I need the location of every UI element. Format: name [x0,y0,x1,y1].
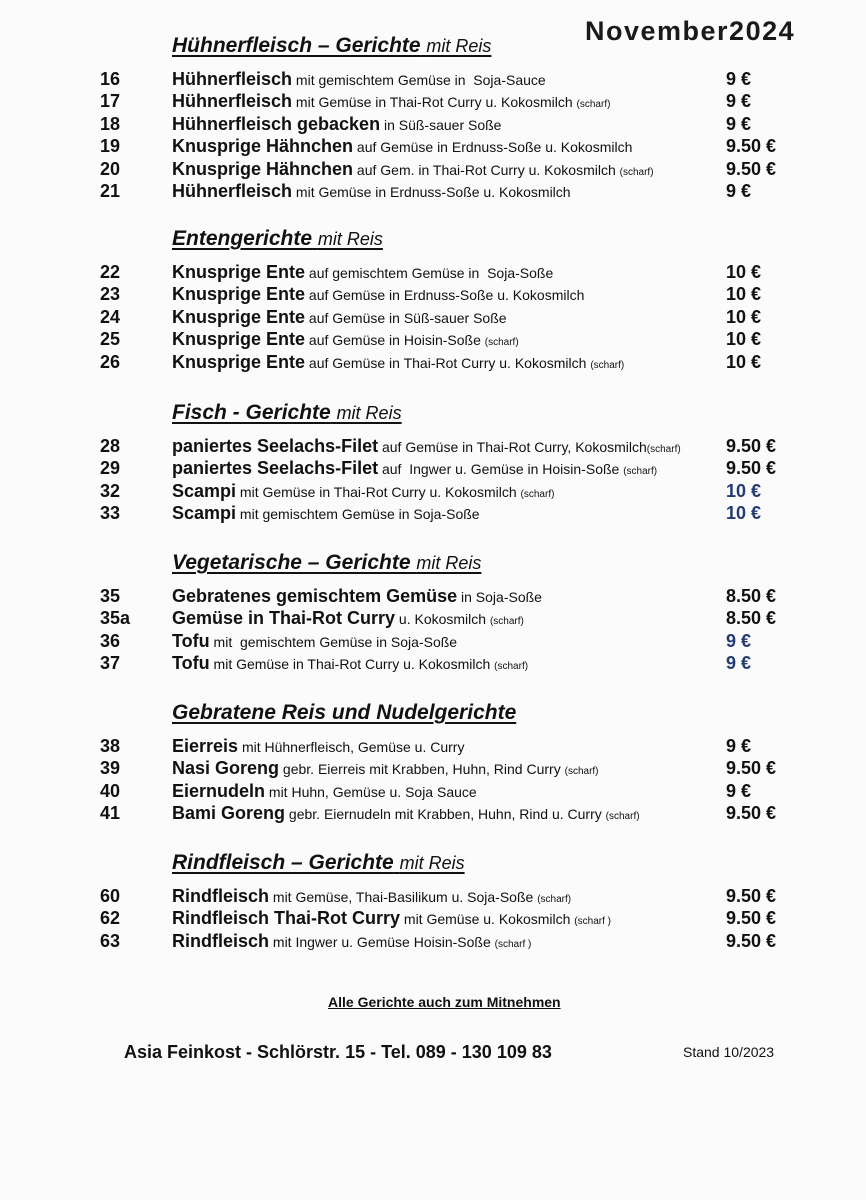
item-name-text: Rindfleisch [172,886,270,906]
item-number: 25 [100,329,121,350]
item-spicy-note: (scharf) [564,766,599,778]
section-subtitle: mit Reis [399,853,465,873]
item-price: 9 € [726,653,752,674]
item-price: 10 € [726,262,762,282]
menu-item [0,329,866,351]
item-name [172,136,632,157]
item-name [172,352,624,373]
item-number: 38 [100,736,121,756]
item-number: 35 [100,586,121,606]
item-price: 10 € [726,503,762,524]
item-number: 35a [100,608,131,629]
item-name-text: Eiernudeln [172,780,266,801]
item-spicy-note: (scharf) [484,337,519,349]
menu-item [0,781,866,803]
item-name [172,803,640,824]
menu-item [0,114,866,136]
item-number: 39 [100,758,121,779]
item-number: 22 [100,262,121,282]
item-name-text: paniertes Seelachs-Filet [172,436,379,456]
menu-item [0,736,866,758]
item-number: 60 [100,886,121,906]
section-title [172,401,402,425]
item-price: 9.50 € [726,436,777,456]
item-number: 23 [100,284,121,305]
item-name-text: Knusprige Ente [172,306,306,327]
item-number: 17 [100,91,121,112]
item-price: 10 € [726,351,762,372]
item-name [172,329,519,350]
item-number: 63 [100,930,121,951]
menu-item [0,436,866,458]
item-number: 41 [100,803,121,824]
item-description: mit gemischtem Gemüse in Soja-Soße [236,506,480,523]
item-description: mit Ingwer u. Gemüse Hoisin-Soße [269,933,495,950]
item-description: auf Gem. in Thai-Rot Curry u. Kokosmilch [353,161,620,178]
menu-item [0,262,866,284]
item-name [172,458,657,479]
item-number: 37 [100,653,121,674]
item-price: 9 € [726,69,752,89]
item-price: 9 € [726,180,752,201]
menu-item [0,586,866,608]
item-name-text: Hühnerfleisch gebacken [172,113,381,134]
item-description: gebr. Eiernudeln mit Krabben, Huhn, Rind u. Curry [285,806,606,823]
item-description: mit gemischtem Gemüse in Soja-Sauce [292,72,546,88]
menu-item [0,908,866,930]
item-price: 9.50 € [726,458,777,479]
item-name-text: Tofu [172,653,210,674]
menu-item [0,886,866,908]
item-name [172,653,528,674]
item-number: 24 [100,306,121,327]
item-price: 9.50 € [726,803,777,824]
item-name [172,436,681,457]
menu-item [0,91,866,113]
item-price: 10 € [726,306,762,327]
item-name [172,908,611,929]
item-number: 40 [100,780,121,801]
item-description: in Soja-Soße [457,589,542,605]
section-title-text: Rindfleisch – Gerichte [172,851,394,874]
item-name [172,503,480,524]
item-price: 8.50 € [726,608,777,629]
item-spicy-note: (scharf) [623,466,658,478]
item-name-text: Scampi [172,480,237,501]
item-name-text: Nasi Goreng [172,758,280,779]
item-spicy-note: (scharf) [605,811,640,823]
item-price: 9 € [726,91,752,112]
section-subtitle: mit Reis [416,553,482,573]
item-name [172,262,553,283]
section-title [172,551,481,575]
item-name-text: Rindfleisch Thai-Rot Curry [172,908,401,929]
item-description: auf Gemüse in Thai-Rot Curry u. Kokosmilch [305,354,591,371]
item-name [172,114,501,135]
item-price: 10 € [726,284,762,305]
item-name-text: Scampi [172,503,237,524]
item-name-text: Knusprige Ente [172,262,306,282]
item-description: auf Gemüse in Hoisin-Soße [305,332,485,349]
menu-item [0,181,866,203]
item-name [172,758,599,779]
takeaway-note: Alle Gerichte auch zum Mitnehmen [328,994,561,1010]
menu-date: November2024 [585,16,796,46]
item-description: gebr. Eierreis mit Krabben, Huhn, Rind Curry [279,761,565,778]
item-price: 10 € [726,480,762,501]
item-name [172,631,457,652]
item-name-text: Hühnerfleisch [172,69,293,89]
item-name-text: Knusprige Ente [172,351,306,372]
item-name-text: Gemüse in Thai-Rot Curry [172,608,396,629]
item-price: 10 € [726,329,762,350]
footer-address: Asia Feinkost - Schlörstr. 15 - Tel. 089 - 130 109 83 [124,1042,552,1062]
item-price: 9 € [726,630,752,651]
section-title-text: Entengerichte [172,227,313,250]
item-price: 9.50 € [726,136,777,157]
item-price: 9.50 € [726,758,777,779]
item-spicy-note: (scharf ) [574,916,611,928]
item-name [172,181,571,202]
item-description: mit Gemüse in Thai-Rot Curry u. Kokosmilch [236,483,521,500]
item-name-text: Hühnerfleisch [172,180,293,201]
item-name-text: paniertes Seelachs-Filet [172,458,379,479]
section-subtitle: mit Reis [336,403,402,423]
section-title-text: Fisch - Gerichte [172,401,331,424]
item-description: auf Gemüse in Thai-Rot Curry, Kokosmilch [378,439,647,455]
menu-item [0,758,866,780]
menu-item [0,458,866,480]
item-spicy-note: (scharf) [489,616,524,628]
item-name-text: Knusprige Ente [172,284,306,305]
section-subtitle: mit Reis [317,229,383,249]
item-price: 9 € [726,736,752,756]
item-name-text: Hühnerfleisch [172,91,293,112]
item-name [172,284,584,305]
item-description: auf Gemüse in Erdnuss-Soße u. Kokosmilch [353,139,633,156]
menu-item [0,352,866,374]
menu-item [0,136,866,158]
section-title [172,851,465,875]
item-number: 36 [100,630,121,651]
item-description: in Süß-sauer Soße [380,116,502,133]
section-title [172,227,383,251]
item-description: mit Hühnerfleisch, Gemüse u. Curry [238,739,465,755]
item-description: u. Kokosmilch [395,611,490,628]
item-description: mit Huhn, Gemüse u. Soja Sauce [265,783,477,800]
item-description: mit Gemüse, Thai-Basilikum u. Soja-Soße [269,889,538,905]
item-spicy-note: (scharf) [576,99,611,111]
menu-item [0,481,866,503]
item-name-text: Tofu [172,630,210,651]
menu-item [0,503,866,525]
item-number: 20 [100,158,121,179]
item-name-text: Eierreis [172,736,239,756]
menu-item [0,284,866,306]
item-number: 21 [100,180,121,201]
item-spicy-note: (scharf ) [494,938,532,950]
item-name-text: Knusprige Hähnchen [172,158,354,179]
section-title-text: Hühnerfleisch – Gerichte [172,34,421,57]
menu-item [0,803,866,825]
item-description: auf Ingwer u. Gemüse in Hoisin-Soße [378,461,624,478]
menu-item [0,69,866,91]
item-name [172,931,531,952]
item-price: 9.50 € [726,158,777,179]
item-name [172,481,554,502]
item-name [172,781,477,802]
item-description: mit Gemüse in Erdnuss-Soße u. Kokosmilch [292,183,571,200]
section-title-text: Gebratene Reis und Nudelgerichte [172,701,517,724]
item-name-text: Gebratenes gemischtem Gemüse [172,586,458,606]
item-price: 9 € [726,113,752,134]
item-number: 26 [100,351,121,372]
footer-stand: Stand 10/2023 [683,1044,775,1060]
item-name [172,736,464,757]
item-number: 29 [100,458,121,479]
item-name [172,886,571,907]
item-spicy-note: (scharf) [494,661,529,673]
item-spicy-note: (scharf) [646,444,681,455]
section-title-text: Vegetarische – Gerichte [172,551,411,574]
item-description: auf gemischtem Gemüse in Soja-Soße [305,265,554,281]
item-spicy-note: (scharf) [520,488,555,500]
item-name-text: Rindfleisch [172,930,270,951]
item-price: 9.50 € [726,886,777,906]
menu-item [0,653,866,675]
item-description: mit Gemüse u. Kokosmilch [400,911,575,928]
item-description: mit Gemüse in Thai-Rot Curry u. Kokosmilch [209,656,495,673]
item-name [172,586,542,607]
item-name-text: Bami Goreng [172,803,286,824]
item-name [172,159,654,180]
item-spicy-note: (scharf) [590,359,625,371]
item-number: 62 [100,908,121,929]
section-title [172,34,491,58]
item-number: 32 [100,480,121,501]
section-title [172,701,516,725]
item-description: mit Gemüse in Thai-Rot Curry u. Kokosmilch [292,94,577,111]
item-number: 28 [100,436,121,456]
item-number: 33 [100,503,121,524]
item-price: 8.50 € [726,586,777,606]
menu-item [0,931,866,953]
item-name [172,69,546,90]
item-name-text: Knusprige Ente [172,329,306,350]
item-number: 19 [100,136,121,157]
menu-item [0,608,866,630]
item-description: auf Gemüse in Süß-sauer Soße [305,309,507,326]
item-number: 16 [100,69,121,89]
menu-item [0,631,866,653]
item-price: 9.50 € [726,930,777,951]
menu-item [0,159,866,181]
item-number: 18 [100,113,121,134]
item-name-text: Knusprige Hähnchen [172,136,354,157]
item-spicy-note: (scharf) [619,166,654,178]
item-price: 9.50 € [726,908,777,929]
item-price: 9 € [726,780,752,801]
item-name [172,608,524,629]
item-description: auf Gemüse in Erdnuss-Soße u. Kokosmilch [305,287,585,304]
item-name [172,91,610,112]
item-spicy-note: (scharf) [537,894,572,905]
item-description: mit gemischtem Gemüse in Soja-Soße [209,633,458,650]
section-subtitle: mit Reis [426,36,492,56]
item-name [172,307,507,328]
menu-item [0,307,866,329]
